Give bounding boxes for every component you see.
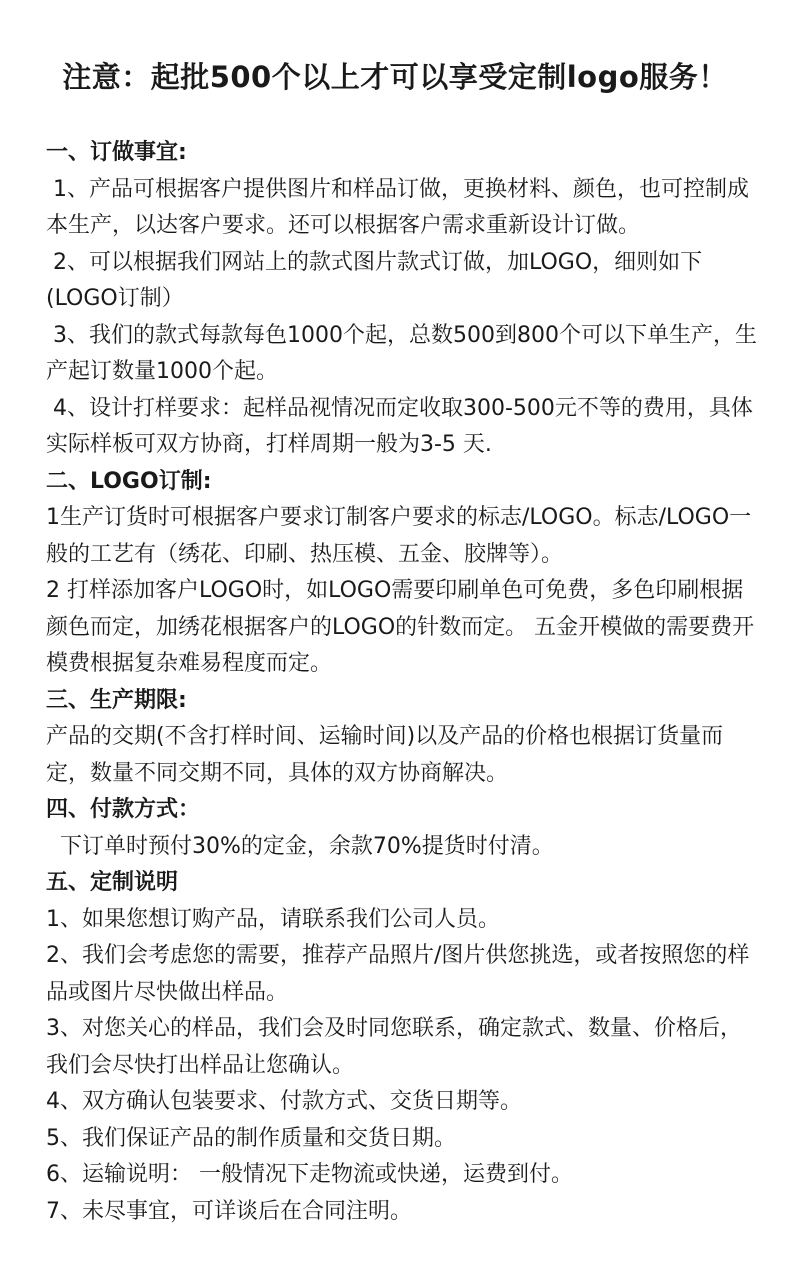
section-heading: 五、定制说明: [46, 870, 179, 895]
section-paragraph: 4、设计打样要求：起样品视情况而定收取300-500元不等的费用，具体实际样板可双方协商，打样周期一般为3-5 天.: [46, 395, 753, 457]
section-paragraph: 2 打样添加客户LOGO时，如LOGO需要印刷单色可免费，多色印刷根据颜色而定，加绣花根据客户的LOGO的针数而定。 五金开模做的需要费开模费根据复杂难易程度而定。: [46, 578, 755, 676]
section-paragraph: 7、未尽事宜，可详谈后在合同注明。: [46, 1198, 412, 1224]
section-paragraph: 3、对您关心的样品，我们会及时同您联系，确定款式、数量、价格后，我们会尽快打出样品让您确认。: [46, 1016, 742, 1078]
section-production-period: [46, 683, 762, 793]
section-ordering: [46, 135, 762, 464]
section-paragraph: 产品的交期(不含打样时间、运输时间)以及产品的价格也根据订货量而定，数量不同交期不同，具体的双方协商解决。: [46, 724, 724, 786]
section-paragraph: 2、可以根据我们网站上的款式图片款式订做，加LOGO，细则如下(LOGO订制）: [46, 249, 703, 311]
section-heading: 一、订做事宜:: [46, 140, 187, 165]
section-paragraph: 1、如果您想订购产品，请联系我们公司人员。: [46, 906, 500, 932]
section-paragraph: 2、我们会考虑您的需要，推荐产品照片/图片供您挑选，或者按照您的样品或图片尽快做出样品。: [46, 943, 750, 1005]
section-custom-notes: [46, 865, 762, 1230]
notice-title: 注意：起批500个以上才可以享受定制logo服务！: [62, 60, 728, 94]
section-payment: [46, 792, 762, 865]
section-paragraph: 5、我们保证产品的制作质量和交货日期。: [46, 1125, 456, 1151]
section-heading: 三、生产期限:: [46, 687, 187, 713]
section-heading: 二、LOGO订制:: [46, 468, 212, 494]
section-heading: 四、付款方式：: [46, 797, 201, 822]
section-paragraph: 3、我们的款式每款每色1000个起，总数500到800个可以下单生产，生产起订数量1000个起。: [46, 322, 757, 384]
section-paragraph: 4、双方确认包装要求、付款方式、交货日期等。: [46, 1089, 522, 1114]
section-paragraph: 1、产品可根据客户提供图片和样品订做，更换材料、颜色，也可控制成本生产，以达客户要求。还可以根据客户需求重新设计订做。: [46, 176, 749, 238]
section-paragraph: 6、运输说明： 一般情况下走物流或快递，运费到付。: [46, 1162, 573, 1187]
section-logo-custom: [46, 464, 762, 683]
section-paragraph: 下订单时预付30%的定金，余款70%提货时付清。: [46, 833, 554, 859]
section-paragraph: 1生产订货时可根据客户要求订制客户要求的标志/LOGO。标志/LOGO一般的工艺有（绣花、印刷、热压模、五金、胶牌等）。: [46, 505, 752, 567]
content: [46, 135, 762, 1230]
